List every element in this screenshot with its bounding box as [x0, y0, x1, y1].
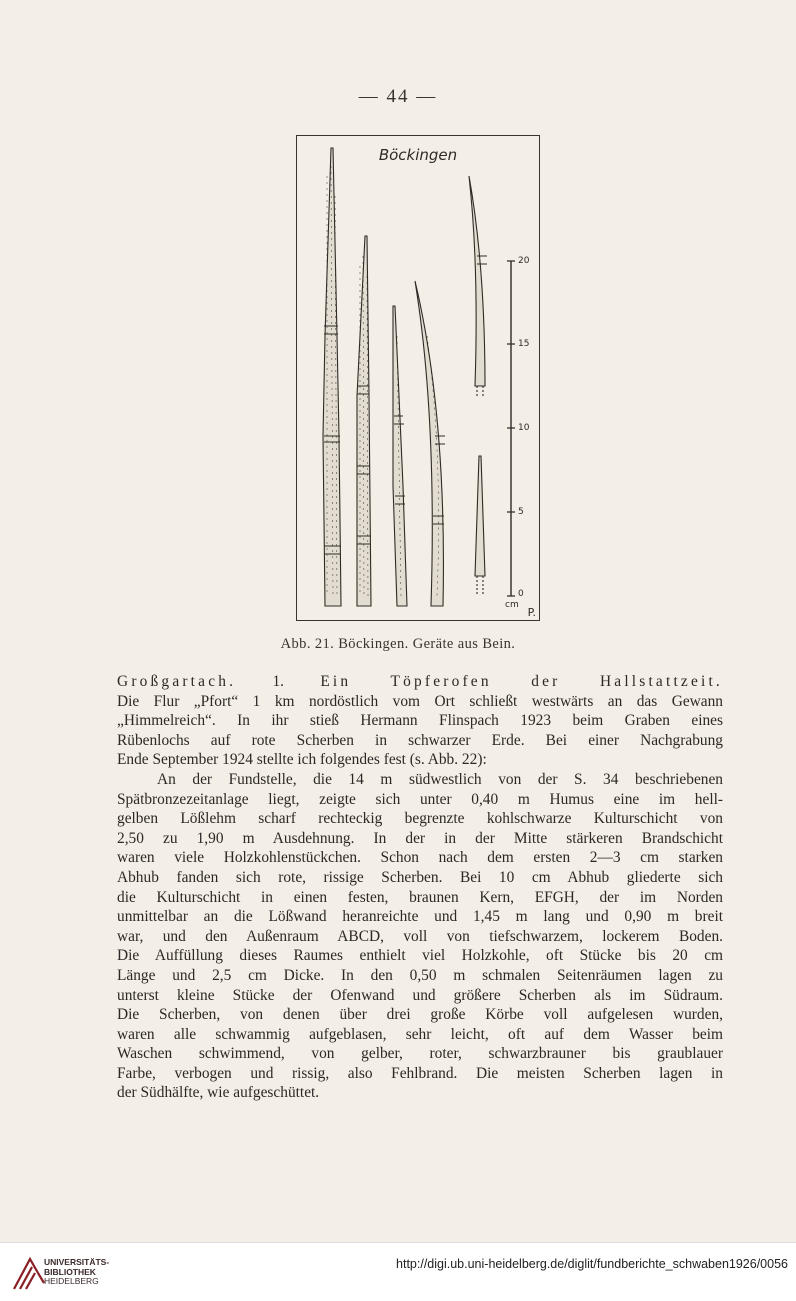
text-line: Spätbronzezeitanlage liegt, zeigte sich unter 0,40 m Humus eine im hell-: [117, 790, 723, 808]
scale-label-15: 15: [518, 339, 530, 349]
library-name-line: UNIVERSITÄTS-: [44, 1257, 110, 1267]
library-footer: [0, 1242, 796, 1301]
text-line: gelben Lößlehm scharf rechteckig begrenzte kohlschwarze Kulturschicht von: [117, 810, 723, 828]
text-line: war, und den Außenraum ABCD, voll von tiefschwarzem, lockerem Boden.: [117, 927, 723, 945]
scale-label-5: 5: [518, 507, 524, 517]
text-line: Rübenlochs auf rote Scherben in schwarzer Erde. Bei einer Nachgrabung: [117, 731, 723, 749]
body-text: [117, 672, 723, 1103]
scale-unit: cm: [505, 600, 519, 610]
text-line: waren viele Holzkohlenstückchen. Schon nach dem ersten 2—3 cm starken: [117, 849, 723, 867]
library-name: [44, 1258, 109, 1287]
figure-title: Böckingen: [378, 146, 458, 164]
place-name: Großgartach.: [117, 673, 237, 690]
text-line: Die Scherben, von denen über drei große Körbe voll aufgelesen wurden,: [117, 1006, 723, 1024]
text-line: Die Flur „Pfort“ 1 km nordöstlich vom Ort schließt westwärts an das Gewann: [117, 692, 723, 710]
figure-caption: Abb. 21. Böckingen. Geräte aus Bein.: [280, 636, 516, 652]
text-line: 2,50 zu 1,90 m Ausdehnung. In der in der Mitte stärkeren Brandschicht: [117, 829, 723, 847]
text-line: Abhub fanden sich rote, rissige Scherben. Bei 10 cm Abhub gliederte sich: [117, 868, 723, 886]
library-name-line: HEIDELBERG: [44, 1276, 99, 1287]
text-line: waren alle schwammig aufgeblasen, sehr leicht, oft auf dem Wasser beim: [117, 1025, 723, 1043]
section-heading: Ein Töpferofen der Hallstattzeit.: [320, 673, 723, 690]
text-line: Waschen schwimmend, von gelber, roter, schwarzbrauner bis graublauer: [117, 1045, 723, 1063]
figure-frame: [296, 135, 540, 621]
text-line: An der Fundstelle, die 14 m südwestlich von der S. 34 beschriebenen: [157, 770, 723, 788]
text-line: „Himmelreich“. In ihr stieß Hermann Flinspach 1923 beim Graben eines: [117, 712, 723, 730]
figure-corner-mark: P.: [527, 606, 536, 619]
bone-tools-drawing: [297, 136, 541, 622]
text-line: Die Auffüllung dieses Raumes enthielt viel Holzkohle, oft Stücke bis 20 cm: [117, 947, 723, 965]
section-number: 1.: [236, 673, 321, 690]
text-line: Ende September 1924 stellte ich folgendes fest (s. Abb. 22):: [117, 751, 487, 769]
scale-label-0: 0: [518, 589, 524, 599]
library-name-line: BIBLIOTHEK: [44, 1266, 96, 1277]
scale-label-20: 20: [518, 256, 530, 266]
text-line: der Südhälfte, wie aufgeschüttet.: [117, 1084, 320, 1102]
source-url-link[interactable]: http://digi.ub.uni-heidelberg.de/diglit/fundberichte_schwaben1926/0056: [396, 1257, 788, 1271]
text-line: die Kulturschicht in einen festen, braunen Kern, EFGH, der im Norden: [117, 888, 723, 906]
text-line: unterst kleine Stücke der Ofenwand und größere Scherben als im Südraum.: [117, 986, 723, 1004]
text-line: Farbe, verbogen und rissig, also Fehlbrand. Die meisten Scherben lagen in: [117, 1064, 723, 1082]
text-line: Länge und 2,5 cm Dicke. In den 0,50 m schmalen Seitenräumen lagen zu: [117, 966, 723, 984]
text-line: unmittelbar an die Lößwand heranreichte und 1,45 m lang und 0,90 m breit: [117, 908, 723, 926]
page-number: — 44 —: [358, 86, 438, 107]
paragraph-heading-line: [117, 672, 723, 692]
scale-label-10: 10: [518, 423, 530, 433]
